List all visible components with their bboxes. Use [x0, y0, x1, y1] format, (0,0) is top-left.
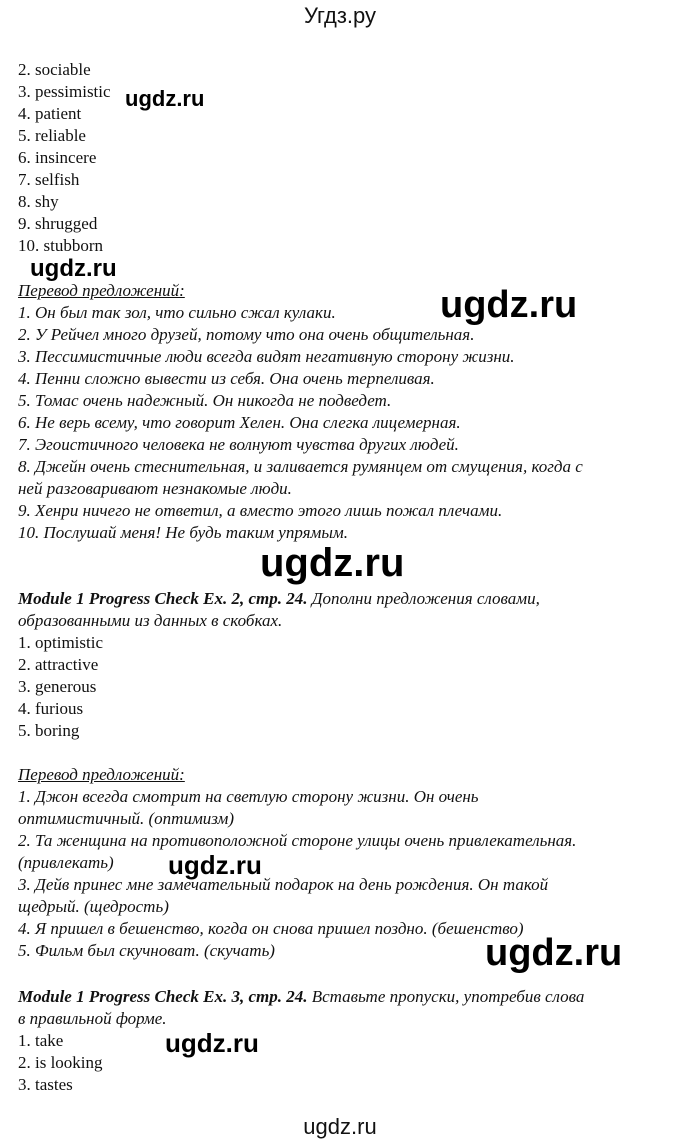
translation-line: 10. Послушай меня! Не будь таким упрямым. — [18, 523, 348, 542]
list-item: 2. attractive — [18, 655, 99, 674]
translation-line: 2. У Рейчел много друзей, потому что она очень общительная. — [18, 325, 475, 344]
section-heading-ex2 — [18, 588, 540, 610]
list-item: 5. reliable — [18, 126, 86, 145]
list-item: 1. optimistic — [18, 633, 103, 652]
list-item: 9. shrugged — [18, 214, 98, 233]
list-item: 3. generous — [18, 677, 97, 696]
translation-line: 4. Я пришел в бешенство, когда он снова пришел поздно. (бешенство) — [18, 919, 524, 938]
translation-line: (привлекать) — [18, 853, 114, 872]
watermark: ugdz.ru — [260, 541, 405, 585]
list-item: 6. insincere — [18, 148, 97, 167]
translation-line: ней разговаривают незнакомые люди. — [18, 479, 292, 498]
translation-line: 1. Он был так зол, что сильно сжал кулаки. — [18, 303, 336, 322]
watermark: ugdz.ru — [30, 255, 117, 282]
exercise-instruction-line2: образованными из данных в скобках. — [18, 611, 283, 630]
section-heading-ex3 — [18, 986, 584, 1008]
list-item: 4. furious — [18, 699, 84, 718]
translation-line: 3. Пессимистичные люди всегда видят негативную сторону жизни. — [18, 347, 515, 366]
translation-line: 5. Фильм был скучноват. (скучать) — [18, 941, 275, 960]
exercise-instruction-line2: в правильной форме. — [18, 1009, 167, 1028]
translation-line: 2. Та женщина на противоположной стороне улицы очень привлекательная. — [18, 831, 577, 850]
translation-line: оптимистичный. (оптимизм) — [18, 809, 235, 828]
list-item: 4. patient — [18, 104, 82, 123]
translation-line: 9. Хенри ничего не ответил, а вместо этого лишь пожал плечами. — [18, 501, 503, 520]
list-item: 5. boring — [18, 721, 80, 740]
translation-line: 5. Томас очень надежный. Он никогда не подведет. — [18, 391, 392, 410]
list-item: 1. take — [18, 1031, 64, 1050]
exercise-instruction: Вставьте пропуски, употребив слова — [307, 987, 585, 1006]
translation-line: 4. Пенни сложно вывести из себя. Она очень терпеливая. — [18, 369, 435, 388]
list-item: 3. pessimistic — [18, 82, 111, 101]
list-item: 8. shy — [18, 192, 59, 211]
list-item: 10. stubborn — [18, 236, 103, 255]
list-item: 7. selfish — [18, 170, 80, 189]
exercise-title: Module 1 Progress Check Ex. 2, стр. 24. — [18, 589, 308, 608]
translation-line: 7. Эгоистичного человека не волнуют чувства других людей. — [18, 435, 459, 454]
exercise-title: Module 1 Progress Check Ex. 3, стр. 24. — [18, 987, 308, 1006]
translation-line: щедрый. (щедрость) — [18, 897, 169, 916]
translation-line: 1. Джон всегда смотрит на светлую сторону жизни. Он очень — [18, 787, 479, 806]
translation-heading: Перевод предложений: — [18, 281, 185, 300]
translation-line: 3. Дейв принес мне замечательный подарок на день рождения. Он такой — [18, 875, 549, 894]
footer-site: ugdz.ru — [303, 1114, 377, 1139]
list-item: 2. sociable — [18, 60, 91, 79]
translation-heading: Перевод предложений: — [18, 765, 185, 784]
translation-line: 6. Не верь всему, что говорит Хелен. Она слегка лицемерная. — [18, 413, 461, 432]
exercise-instruction: Дополни предложения словами, — [307, 589, 540, 608]
watermark: ugdz.ru — [440, 284, 578, 326]
site-title: Угдз.ру — [303, 3, 377, 28]
list-item: 2. is looking — [18, 1053, 103, 1072]
list-item: 3. tastes — [18, 1075, 73, 1094]
watermark: ugdz.ru — [125, 86, 205, 111]
watermark: ugdz.ru — [168, 850, 262, 880]
watermark: ugdz.ru — [485, 932, 623, 974]
translation-line: 8. Джейн очень стеснительная, и заливается румянцем от смущения, когда с — [18, 457, 583, 476]
watermark: ugdz.ru — [165, 1028, 259, 1058]
